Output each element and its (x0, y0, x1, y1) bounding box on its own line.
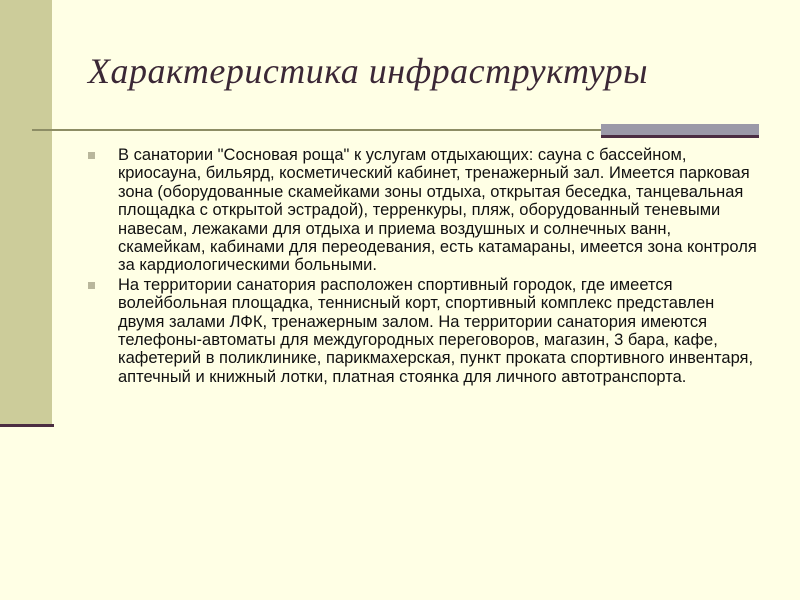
slide-title: Характеристика инфраструктуры (88, 51, 649, 91)
bullet-list (86, 146, 758, 387)
square-bullet-icon (88, 152, 95, 159)
bullet-text: В санатории "Сосновая роща" к услугам отдыхающих: сауна с бассейном, криосауна, бильярд, косметический кабинет, тренажерный зал. Имеется парковая зона (оборудованные скамейками зоны отдыха, открытая беседка, танцевальная площадка с открытой эстрадой), терренкуры, пляж, оборудованный теневыми навесам, лежаками для отдыха и приема воздушных и солнечных ванн, скамейкам, кабинами для переодевания, есть катамараны, имеется зона контроля за кардиологическими больными. (118, 146, 757, 275)
left-decorative-band (0, 0, 52, 426)
title-divider-bar-shadow (601, 135, 759, 138)
left-band-shadow (0, 424, 54, 427)
title-divider-line (32, 129, 602, 131)
bullet-item (86, 276, 758, 386)
bullet-item (86, 146, 758, 275)
bullet-text: На территории санатория расположен спортивный городок, где имеется волейбольная площадка, теннисный корт, спортивный комплекс представлен двумя залами ЛФК, тренажерным залом. На территории санатория имеются телефоны-автоматы для междугородных переговоров, магазин, 3 бара, кафе, кафетерий в поликлинике, парикмахерская, пункт проката спортивного инвентаря, аптечный и книжный лотки, платная стоянка для личного автотранспорта. (118, 275, 754, 386)
square-bullet-icon (88, 282, 95, 289)
